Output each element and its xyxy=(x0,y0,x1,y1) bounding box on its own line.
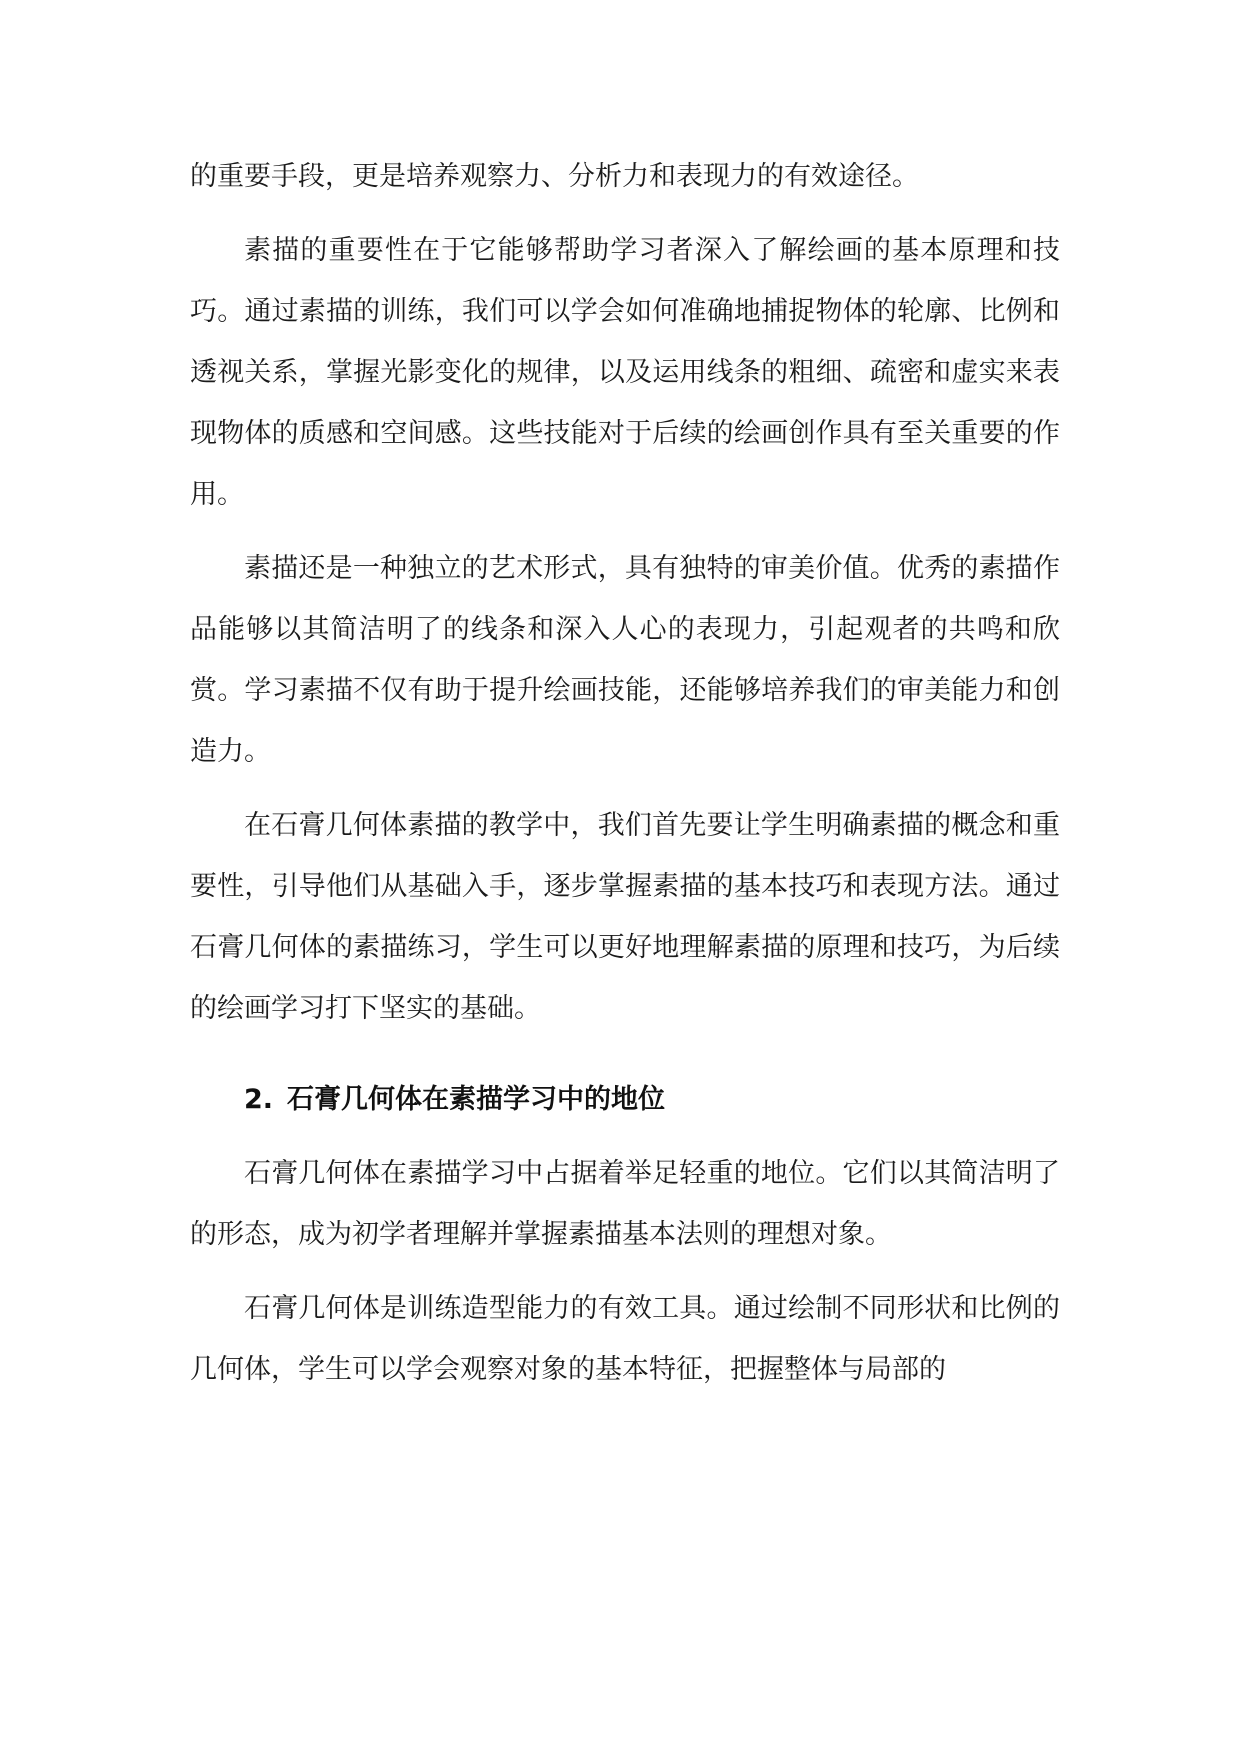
section-heading xyxy=(190,1069,1060,1130)
paragraph-importance: 素描的重要性在于它能够帮助学习者深入了解绘画的基本原理和技巧。通过素描的训练，我们可以学会如何准确地捕捉物体的轮廓、比例和透视关系，掌握光影变化的规律，以及运用线条的粗细、疏密和虚实来表现物体的质感和空间感。这些技能对于后续的绘画创作具有至关重要的作用。 xyxy=(190,235,1060,510)
paragraph-art-form: 素描还是一种独立的艺术形式，具有独特的审美价值。优秀的素描作品能够以其简洁明了的线条和深入人心的表现力，引起观者的共鸣和欣赏。学习素描不仅有助于提升绘画技能，还能够培养我们的审美能力和创造力。 xyxy=(190,553,1060,767)
paragraph-teaching: 在石膏几何体素描的教学中，我们首先要让学生明确素描的概念和重要性，引导他们从基础入手，逐步掌握素描的基本技巧和表现方法。通过石膏几何体的素描练习，学生可以更好地理解素描的原理和技巧，为后续的绘画学习打下坚实的基础。 xyxy=(190,810,1060,1024)
section-number: 2. xyxy=(244,1084,274,1115)
paragraph-continued: 的重要手段，更是培养观察力、分析力和表现力的有效途径。 xyxy=(190,161,919,192)
section-title: 石膏几何体在素描学习中的地位 xyxy=(287,1084,666,1115)
paragraph-tool: 石膏几何体是训练造型能力的有效工具。通过绘制不同形状和比例的几何体，学生可以学会观察对象的基本特征，把握整体与局部的 xyxy=(190,1293,1060,1385)
paragraph-status: 石膏几何体在素描学习中占据着举足轻重的地位。它们以其简洁明了的形态，成为初学者理解并掌握素描基本法则的理想对象。 xyxy=(190,1158,1060,1250)
body-text xyxy=(190,146,1060,1413)
